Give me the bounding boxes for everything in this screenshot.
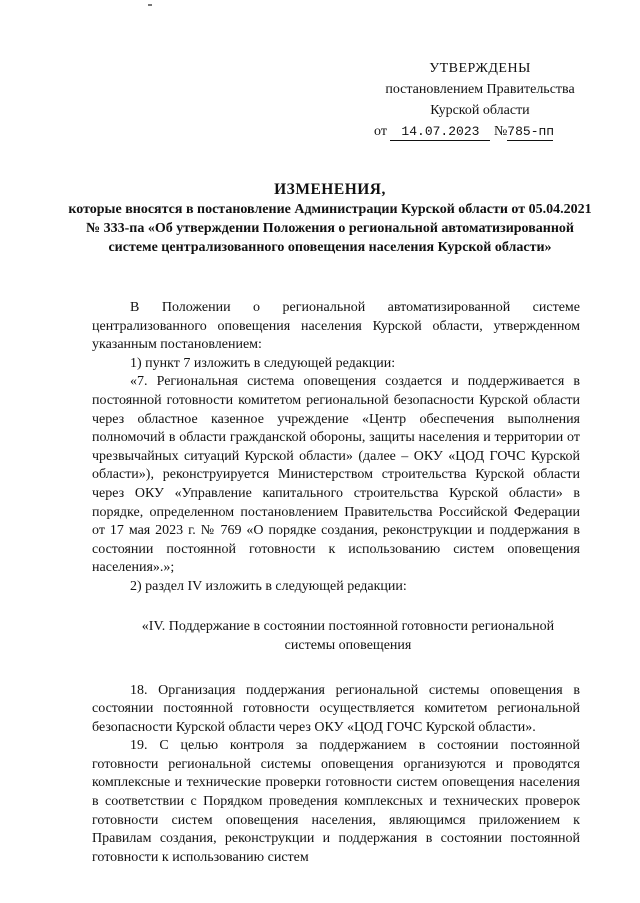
approval-number: 785-пп — [507, 124, 555, 139]
paragraph-clause-18: 18. Организация поддержания региональной системы оповещения в состоянии постоянной готовности осуществляется комитетом региональной безопасности Курской области через ОКУ «ЦОД ГОЧС Курской области». — [92, 682, 580, 735]
paragraph-item-1: 1) пункт 7 изложить в следующей редакции: — [130, 355, 396, 371]
approval-block — [370, 58, 590, 142]
paragraph-clause-7: «7. Региональная система оповещения создается и поддерживается в постоянной готовности комитетом региональной безопасности Курской области через областное казенное учреждение «Центр обеспечения выполнения полномочий в области гражданской обороны, защиты населения и территории от чрезвычайных ситуаций Курской области» (далее – ОКУ «ЦОД ГОЧС Курской области»), реконструируется Министерством строительства Курской области через ОКУ «Управление капитального строительства Курской области» в порядке, определенном постановлением Правительства Российской Федерации от 17 мая 2023 г. № 769 «О порядке создания, реконструкции и поддержания в состоянии постоянной готовности к использованию систем оповещения населения».»; — [92, 374, 580, 576]
approval-date-line — [370, 121, 590, 142]
approval-date: 14.07.2023 — [390, 124, 490, 141]
title-heading: ИЗМЕНЕНИЯ, — [274, 181, 386, 198]
section-heading: «IV. Поддержание в состоянии постоянной готовности региональной системы оповещения — [141, 618, 555, 653]
number-prefix: № — [493, 124, 508, 139]
approval-line-1: постановлением Правительства — [385, 82, 575, 97]
approval-line-2: Курской области — [430, 103, 530, 118]
title-subtitle: которые вносятся в постановление Администрации Курской области от 05.04.2021 № 333-па «Об утверждении Положения о региональной автоматизированной системе централизованного оповещения населения Курской области» — [68, 202, 592, 255]
paragraph-clause-19: 19. С целью контроля за поддержанием в состоянии постоянной готовности региональной системы оповещения организуются и проводятся комплексные и технические проверки готовности систем оповещения населения в соответствии с Порядком проведения комплексных и технических проверок готовности систем оповещения населения, являющимся приложением к Правилам создания, реконструкции и поддержания в состоянии постоянной готовности к использованию систем — [92, 738, 580, 865]
date-prefix: от — [374, 124, 387, 139]
scan-artifact — [148, 4, 152, 6]
document-title — [60, 180, 600, 257]
approval-heading: УТВЕРЖДЕНЫ — [429, 61, 531, 76]
paragraph-intro: В Положении о региональной автоматизированной системе централизованного оповещения населения Курской области, утвержденном указанным постановлением: — [92, 300, 580, 353]
paragraph-item-2: 2) раздел IV изложить в следующей редакции: — [130, 578, 407, 594]
document-body — [92, 299, 580, 867]
